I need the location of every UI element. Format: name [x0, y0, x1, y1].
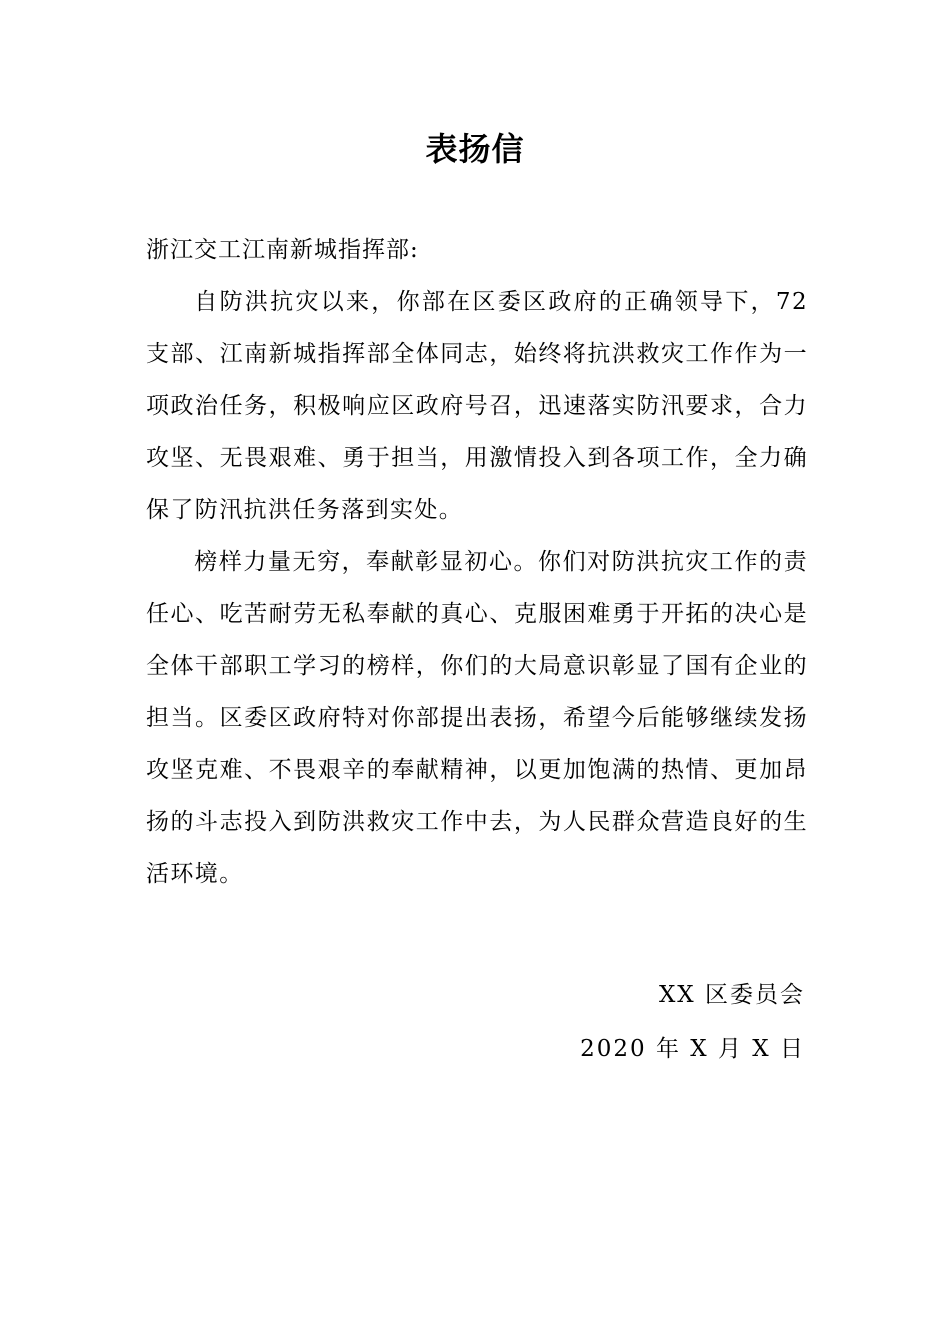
letter-body: [146, 224, 808, 900]
salutation: 浙江交工江南新城指挥部:: [146, 237, 419, 263]
paragraph-2: 榜样力量无穷，奉献彰显初心。你们对防洪抗灾工作的责任心、吃苦耐劳无私奉献的真心、克服困难勇于开拓的决心是全体干部职工学习的榜样，你们的大局意识彰显了国有企业的担当。区委区政府特对你部提出表扬，希望今后能够继续发扬攻坚克难、不畏艰辛的奉献精神，以更加饱满的热情、更加昂扬的斗志投入到防洪救灾工作中去，为人民群众营造良好的生活环境。: [146, 549, 808, 887]
signature-date: 2020 年 X 月 X 日: [580, 1036, 805, 1062]
letter-title: 表扬信: [425, 130, 525, 168]
signer-name: XX 区委员会: [658, 982, 805, 1008]
paragraph-1: 自防洪抗灾以来，你部在区委区政府的正确领导下，72支部、江南新城指挥部全体同志，始终将抗洪救灾工作作为一项政治任务，积极响应区政府号召，迅速落实防汛要求，合力攻坚、无畏艰难、勇于担当，用激情投入到各项工作，全力确保了防汛抗洪任务落到实处。: [146, 289, 808, 523]
signature-block: [560, 968, 805, 1076]
